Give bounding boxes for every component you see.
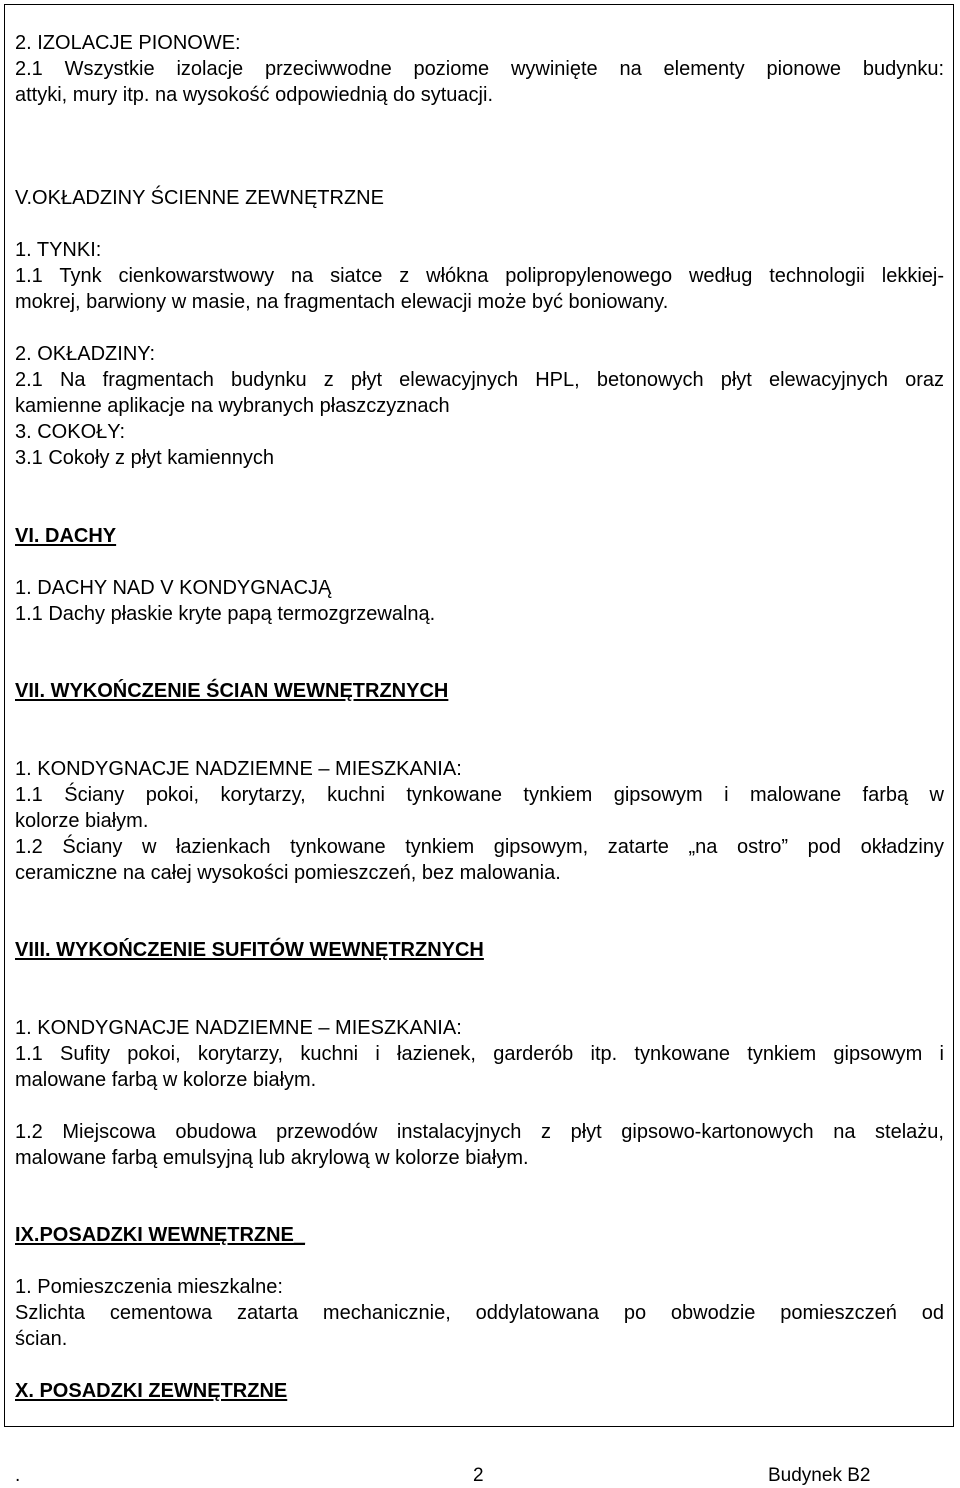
- subsection-heading: 1. TYNKI:: [15, 239, 102, 261]
- subsection-heading: 1. KONDYGNACJE NADZIEMNE – MIESZKANIA:: [15, 758, 462, 780]
- paragraph-line: 1.2 Ściany w łazienkach tynkowane tynkiem gipsowym, zatarte „na ostro” pod okładziny: [15, 836, 944, 858]
- paragraph-line: 1.1 Dachy płaskie kryte papą termozgrzewalną.: [15, 603, 436, 625]
- paragraph-line: mokrej, barwiony w masie, na fragmentach elewacji może być boniowany.: [15, 291, 669, 313]
- subsection-heading: 1. KONDYGNACJE NADZIEMNE – MIESZKANIA:: [15, 1017, 462, 1039]
- paragraph-line: 2.1 Na fragmentach budynku z płyt elewacyjnych HPL, betonowych płyt elewacyjnych oraz: [15, 369, 944, 391]
- paragraph-line: malowane farbą w kolorze białym.: [15, 1069, 317, 1091]
- paragraph-line: attyki, mury itp. na wysokość odpowiednią do sytuacji.: [15, 84, 493, 106]
- paragraph-line: 1.2 Miejscowa obudowa przewodów instalacyjnych z płyt gipsowo-kartonowych na stelażu,: [15, 1121, 944, 1143]
- subsection-heading: 1. DACHY NAD V KONDYGNACJĄ: [15, 577, 332, 599]
- paragraph-line: kamienne aplikacje na wybranych płaszczyznach: [15, 395, 450, 417]
- paragraph-line: 1.1 Sufity pokoi, korytarzy, kuchni i łazienek, garderób itp. tynkowane tynkiem gipsowym i: [15, 1043, 944, 1065]
- paragraph-line: ceramiczne na całej wysokości pomieszczeń, bez malowania.: [15, 862, 561, 884]
- paragraph-line: Szlichta cementowa zatarta mechanicznie, oddylatowana po obwodzie pomieszczeń od: [15, 1302, 944, 1324]
- chapter-heading: VII. WYKOŃCZENIE ŚCIAN WEWNĘTRZNYCH: [15, 680, 449, 702]
- chapter-heading: VIII. WYKOŃCZENIE SUFITÓW WEWNĘTRZNYCH: [15, 939, 484, 961]
- chapter-heading: VI. DACHY: [15, 525, 117, 547]
- page-number: 2: [473, 1465, 484, 1486]
- footer-building: Budynek B2: [768, 1465, 871, 1486]
- paragraph-line: ścian.: [15, 1328, 68, 1350]
- section-heading: 2. IZOLACJE PIONOWE:: [15, 32, 241, 54]
- paragraph-line: 1.1 Tynk cienkowarstwowy na siatce z włókna polipropylenowego według technologii lekkiej-: [15, 265, 944, 287]
- footer-dot: .: [15, 1465, 21, 1486]
- chapter-heading: X. POSADZKI ZEWNĘTRZNE: [15, 1380, 288, 1402]
- chapter-heading: IX.POSADZKI WEWNĘTRZNE_: [15, 1224, 306, 1246]
- paragraph-line: kolorze białym.: [15, 810, 149, 832]
- paragraph-line: 2.1 Wszystkie izolacje przeciwwodne poziome wywinięte na elementy pionowe budynku:: [15, 58, 944, 80]
- paragraph-line: 3.1 Cokoły z płyt kamiennych: [15, 447, 275, 469]
- subsection-heading: 3. COKOŁY:: [15, 421, 126, 443]
- page-border: [4, 4, 954, 1427]
- section-heading: V.OKŁADZINY ŚCIENNE ZEWNĘTRZNE: [15, 187, 384, 209]
- paragraph-line: 1.1 Ściany pokoi, korytarzy, kuchni tynkowane tynkiem gipsowym i malowane farbą w: [15, 784, 944, 806]
- subsection-heading: 1. Pomieszczenia mieszkalne:: [15, 1276, 283, 1298]
- paragraph-line: malowane farbą emulsyjną lub akrylową w kolorze białym.: [15, 1147, 529, 1169]
- subsection-heading: 2. OKŁADZINY:: [15, 343, 156, 365]
